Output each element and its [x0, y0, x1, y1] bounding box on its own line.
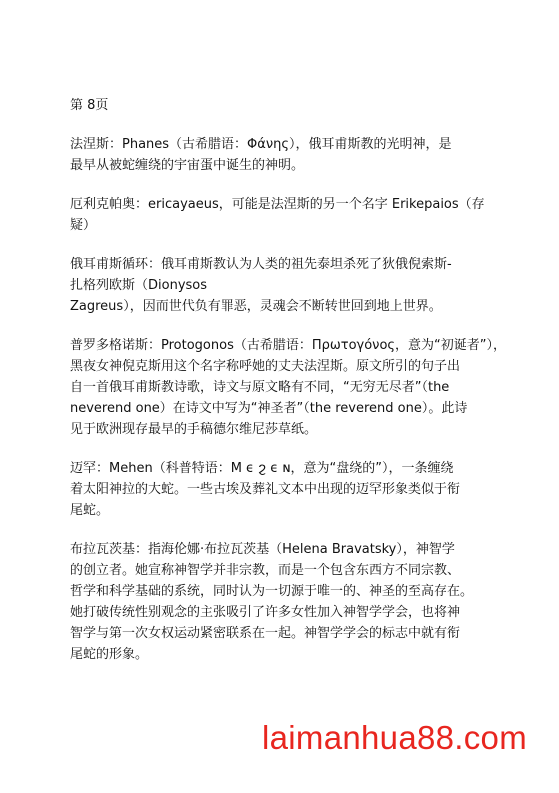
paragraph-mehen [70, 458, 490, 521]
text-line: neverend one）在诗文中写为“神圣者”（the reverend one）。此诗 [70, 401, 468, 416]
text-line: 最早从被蛇缠绕的宇宙蛋中诞生的神明。 [70, 158, 305, 173]
text-line: 哲学和科学基础的系统，同时认为一切源于唯一的、神圣的至高存在。 [70, 584, 474, 599]
text-line: Zagreus），因而世代负有罪恶，灵魂会不断转世回到地上世界。 [70, 299, 442, 314]
text-line: 自一首俄耳甫斯教诗歌，诗文与原文略有不同，“无穷无尽者”（the [70, 380, 450, 395]
paragraph-orphic-cycle [70, 254, 490, 317]
paragraph-phanes [70, 134, 490, 176]
page-content [70, 95, 507, 683]
text-line: 俄耳甫斯循环：俄耳甫斯教认为人类的祖先泰坦杀死了狄俄倪索斯- [70, 257, 452, 272]
site-watermark: laimanhua88.com [262, 719, 527, 756]
text-line: 疑） [70, 218, 97, 233]
page-number: 第 8页 [70, 98, 109, 113]
text-line: 着太阳神拉的大蛇。一些古埃及葬礼文本中出现的迈罕形象类似于衔 [70, 482, 461, 497]
text-line: 厄利克帕奥：ericayaeus，可能是法涅斯的另一个名字 Erikepaios（存 [70, 197, 485, 212]
text-line: 的创立者。她宣称神智学并非宗教，而是一个包含东西方不同宗教、 [70, 563, 461, 578]
text-line: 尾蛇的形象。 [70, 647, 149, 662]
text-line: 见于欧洲现存最早的手稿德尔维尼莎草纸。 [70, 422, 318, 437]
text-line: 智学与第一次女权运动紧密联系在一起。神智学学会的标志中就有衔 [70, 626, 461, 641]
paragraph-blavatsky [70, 539, 490, 665]
paragraph-protogonos [70, 335, 507, 440]
text-line: 迈罕：Mehen（科普特语：Μ ϵ ϩ ϵ ɴ，意为“盘绕的”），一条缠绕 [70, 461, 454, 476]
text-line: 黑夜女神倪克斯用这个名字称呼她的丈夫法涅斯。原文所引的句子出 [70, 359, 461, 374]
text-line: 法涅斯：Phanes（古希腊语：Φάνης），俄耳甫斯教的光明神，是 [70, 137, 452, 152]
text-line: 普罗多格诺斯：Protogonos（古希腊语：Πρωτογόνος，意为“初诞者”）， [70, 338, 507, 353]
text-line: 布拉瓦茨基：指海伦娜·布拉瓦茨基（Helena Bravatsky），神智学 [70, 542, 455, 557]
text-line: 她打破传统性别观念的主张吸引了许多女性加入神智学学会，也将神 [70, 605, 461, 620]
text-line: 尾蛇。 [70, 503, 110, 518]
paragraph-erikepaios [70, 194, 490, 236]
text-line: 扎格列欧斯（Dionysos [70, 278, 208, 293]
